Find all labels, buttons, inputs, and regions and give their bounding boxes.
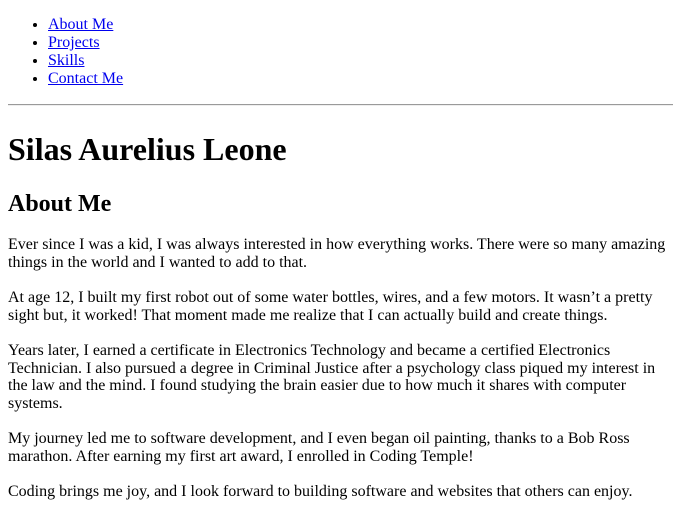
about-paragraph: Ever since I was a kid, I was always interested in how everything works. There were so many amazing things in the world and I wanted to add to that. (8, 236, 666, 271)
about-paragraph: Years later, I earned a certificate in Electronics Technology and became a certified Electronics Technician. I also pursued a degree in Criminal Justice after a psychology class piqued my interest in the law and the mind. I found studying the brain easier due to how much it shares with computer systems. (8, 342, 656, 412)
about-paragraph: My journey led me to software development, and I even began oil painting, thanks to a Bob Ross marathon. After earning my first art award, I enrolled in Coding Temple! (8, 430, 630, 465)
page-title: Silas Aurelius Leone (8, 131, 287, 167)
nav-item-about (48, 16, 673, 34)
nav-item-projects (48, 34, 673, 52)
nav-item-skills (48, 52, 673, 70)
about-paragraph: Coding brings me joy, and I look forward to building software and websites that others can enjoy. (8, 483, 633, 500)
nav-item-contact (48, 70, 673, 88)
nav-link-about-me[interactable]: About Me (48, 16, 114, 33)
main-nav (8, 16, 673, 88)
about-section (8, 190, 673, 501)
nav-link-contact-me[interactable]: Contact Me (48, 70, 124, 87)
nav-divider (8, 104, 673, 106)
nav-link-skills[interactable]: Skills (48, 52, 85, 69)
nav-link-projects[interactable]: Projects (48, 34, 100, 51)
nav-list (8, 16, 673, 88)
page (0, 16, 681, 501)
about-heading: About Me (8, 191, 112, 217)
about-paragraph: At age 12, I built my first robot out of some water bottles, wires, and a few motors. It wasn’t a pretty sight but, it worked! That moment made me realize that I can actually build and create things. (8, 289, 653, 324)
